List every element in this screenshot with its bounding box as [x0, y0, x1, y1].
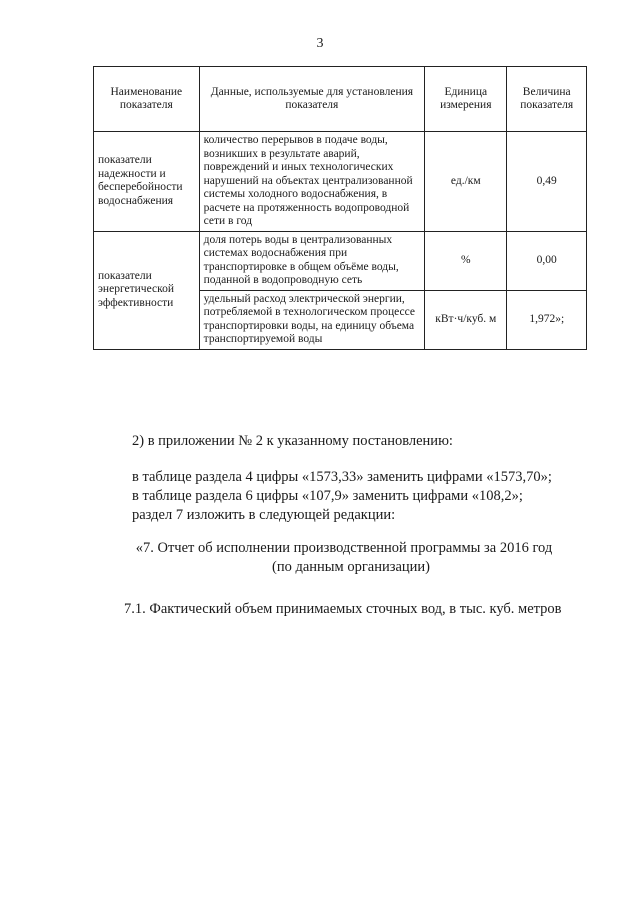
- page-number: 3: [316, 36, 324, 51]
- paragraph-section-7: раздел 7 изложить в следующей редакции:: [132, 507, 396, 523]
- unit-cell: %: [425, 231, 507, 290]
- value-cell: 0,49: [507, 132, 587, 232]
- header-data: Данные, используемые для установления показателя: [199, 67, 424, 132]
- unit-cell: кВт·ч/куб. м: [425, 290, 507, 349]
- indicator-name-cell: показатели энергетической эффективности: [94, 231, 200, 349]
- header-unit: Единица измерения: [425, 67, 507, 132]
- paragraph-appendix-2: 2) в приложении № 2 к указанному постановлению:: [132, 433, 453, 449]
- table-row: [94, 231, 587, 290]
- value-cell: 0,00: [507, 231, 587, 290]
- table-row: [94, 132, 587, 232]
- paragraph-section-6: в таблице раздела 6 цифры «107,9» заменить цифрами «108,2»;: [132, 488, 523, 504]
- value-cell: 1,972»;: [507, 290, 587, 349]
- table-header-row: [94, 67, 587, 132]
- subsection-7-1-heading: 7.1. Фактический объем принимаемых сточных вод, в тыс. куб. метров: [124, 601, 562, 617]
- section-7-heading-subtitle: (по данным организации): [271, 559, 430, 575]
- description-cell: количество перерывов в подаче воды, возникших в результате аварий, повреждений и иных технологических нарушений на объектах централизованной системы холодного водоснабжения, в расчете на протяженность водопроводной сети в год: [199, 132, 424, 232]
- indicators-table: [93, 66, 587, 350]
- description-cell: доля потерь воды в централизованных системах водоснабжения при транспортировке в общем объёме воды, поданной в водопроводную сеть: [199, 231, 424, 290]
- paragraph-section-4: в таблице раздела 4 цифры «1573,33» заменить цифрами «1573,70»;: [132, 469, 552, 485]
- description-cell: удельный расход электрической энергии, потребляемой в технологическом процессе транспортировки воды, на единицу объема транспортируемой воды: [199, 290, 424, 349]
- header-indicator-name: Наименование показателя: [94, 67, 200, 132]
- section-7-heading: «7. Отчет об исполнении производственной программы за 2016 год: [135, 540, 553, 556]
- header-value: Величина показателя: [507, 67, 587, 132]
- indicator-name-cell: показатели надежности и бесперебойности водоснабжения: [94, 132, 200, 232]
- unit-cell: ед./км: [425, 132, 507, 232]
